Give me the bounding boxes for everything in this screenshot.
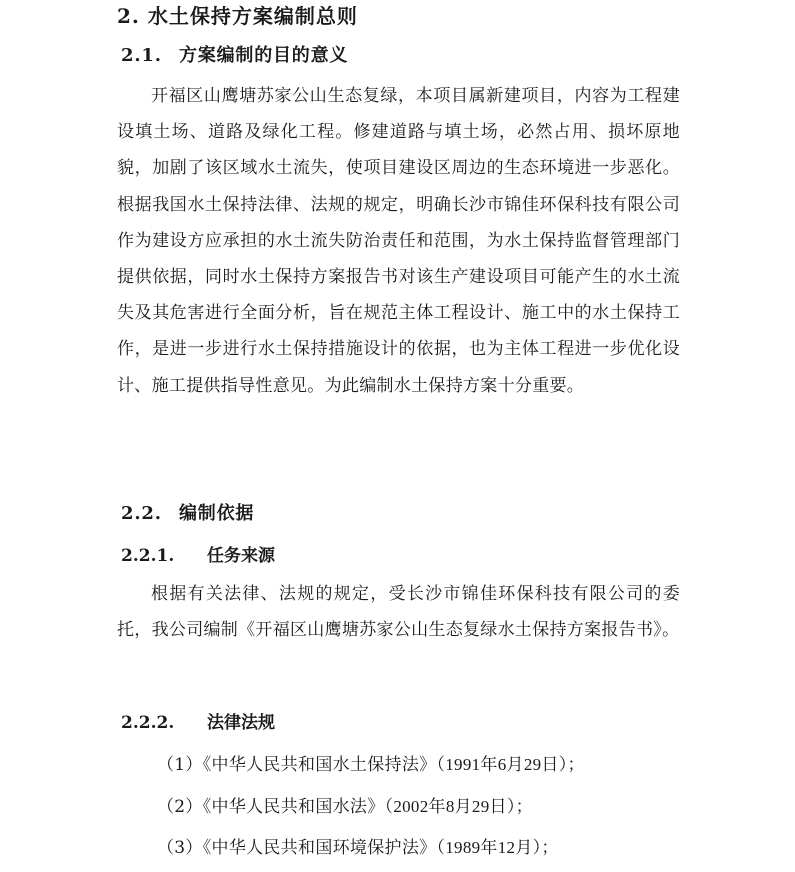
- law-end: ；: [567, 755, 585, 775]
- law-item: [157, 792, 533, 817]
- subsubsection-number: 2.2.2.: [121, 713, 175, 733]
- subsubsection-heading-2-2-1: [121, 541, 275, 566]
- subsection-title: 方案编制的目的意义: [179, 45, 349, 66]
- subsection-heading-2-2: [121, 499, 254, 525]
- subsubsection-heading-2-2-2: [121, 708, 275, 733]
- law-date: （1991年6月29日）: [436, 755, 568, 774]
- subsection-heading-2-1: [121, 41, 348, 67]
- law-item: [157, 750, 585, 775]
- law-index: （2）: [157, 797, 203, 817]
- purpose-paragraph: 开福区山鹰塘苏家公山生态复绿，本项目属新建项目，内容为工程建设填土场、道路及绿化工程。修建道路与填土场，必然占用、损坏原地貌，加剧了该区域水土流失，使项目建设区周边的生态环境进一步恶化。根据我国水土保持法律、法规的规定，明确长沙市锦佳环保科技有限公司作为建设方应承担的水土流失防治责任和范围，为水土保持监督管理部门提供依据，同时水土保持方案报告书对该生产建设项目可能产生的水土流失及其危害进行全面分析，旨在规范主体工程设计、施工中的水土保持工作，是进一步进行水土保持措施设计的依据，也为主体工程进一步优化设计、施工提供指导性意见。为此编制水土保持方案十分重要。: [117, 86, 680, 396]
- subsubsection-title: 任务来源: [207, 546, 275, 566]
- law-index: （3）: [157, 838, 203, 858]
- law-name: 《中华人民共和国水法》: [202, 797, 385, 817]
- subsection-title: 编制依据: [179, 503, 255, 524]
- law-name: 《中华人民共和国水土保持法》: [202, 755, 437, 775]
- law-index: （1）: [157, 755, 203, 775]
- law-name: 《中华人民共和国环境保护法》: [202, 838, 437, 858]
- task-source-paragraph: 根据有关法律、法规的规定，受长沙市锦佳环保科技有限公司的委托，我公司编制《开福区山鹰塘苏家公山生态复绿水土保持方案报告书》。: [117, 584, 680, 641]
- subsubsection-number: 2.2.1.: [121, 546, 175, 566]
- law-item: [157, 833, 559, 858]
- subsection-number: 2.1.: [121, 45, 162, 66]
- law-end: ；: [541, 838, 559, 858]
- law-end: ；: [515, 797, 533, 817]
- law-date: （2002年8月29日）: [384, 797, 516, 816]
- section-heading: [117, 0, 358, 29]
- section-number: 2.: [117, 4, 140, 28]
- section-title: 水土保持方案编制总则: [147, 4, 358, 28]
- subsection-number: 2.2.: [121, 503, 162, 524]
- subsubsection-title: 法律法规: [207, 713, 275, 733]
- law-date: （1989年12月）: [436, 838, 542, 857]
